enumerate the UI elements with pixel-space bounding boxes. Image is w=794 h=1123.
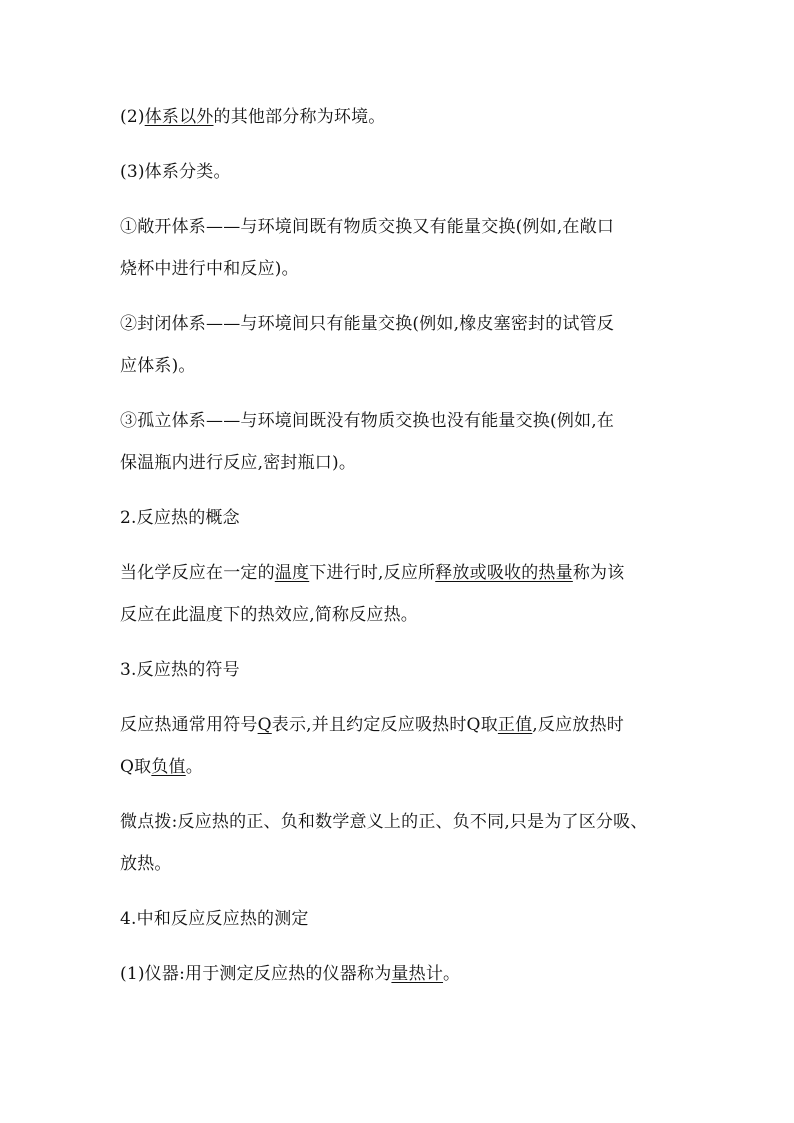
paragraph-open-system-line1 bbox=[120, 216, 614, 238]
text: 微点拨:反应热的正、负和数学意义上的正、负不同,只是为了区分吸、 bbox=[120, 812, 648, 832]
heading-reaction-heat-concept bbox=[120, 507, 240, 529]
paragraph-symbol-line2 bbox=[120, 756, 203, 778]
text: ②封闭体系——与环境间只有能量交换(例如,橡皮塞密封的试管反 bbox=[120, 314, 615, 334]
text: ①敞开体系——与环境间既有物质交换又有能量交换(例如,在敞口 bbox=[120, 217, 615, 237]
paragraph-tip-line1 bbox=[120, 811, 648, 833]
paragraph-isolated-system-line1 bbox=[120, 410, 614, 432]
paragraph-closed-system-line2 bbox=[120, 355, 196, 377]
text: 下进行时,反应所 bbox=[309, 563, 436, 583]
underlined-term: 释放或吸收的热量 bbox=[435, 563, 573, 583]
text: 。 bbox=[443, 964, 461, 984]
text: 。 bbox=[185, 757, 203, 777]
paragraph-reaction-heat-definition-line2 bbox=[120, 604, 418, 626]
paragraph-open-system-line2 bbox=[120, 258, 299, 280]
paragraph-environment bbox=[120, 106, 386, 128]
text: ③孤立体系——与环境间既没有物质交换也没有能量交换(例如,在 bbox=[120, 411, 615, 431]
paragraph-tip-line2 bbox=[120, 853, 172, 875]
text: 4.中和反应反应热的测定 bbox=[120, 909, 309, 929]
text: Q取 bbox=[120, 757, 152, 777]
text: 保温瓶内进行反应,密封瓶口)。 bbox=[120, 453, 357, 473]
text: ,反应放热时 bbox=[532, 715, 624, 735]
heading-neutralization-measurement bbox=[120, 908, 309, 930]
heading-reaction-heat-symbol bbox=[120, 659, 240, 681]
underlined-term: 正值 bbox=[497, 715, 533, 735]
paragraph-symbol-line1 bbox=[120, 714, 624, 736]
text: 反应热通常用符号 bbox=[120, 715, 258, 735]
text: (2) bbox=[120, 107, 145, 127]
text: 的其他部分称为环境。 bbox=[213, 107, 386, 127]
paragraph-instrument bbox=[120, 963, 460, 985]
underlined-term: 温度 bbox=[274, 563, 310, 583]
text: 烧杯中进行中和反应)。 bbox=[120, 259, 299, 279]
text: 应体系)。 bbox=[120, 356, 196, 376]
text: (3)体系分类。 bbox=[120, 162, 231, 182]
text: 当化学反应在一定的 bbox=[120, 563, 275, 583]
text: 2.反应热的概念 bbox=[120, 508, 240, 528]
underlined-term: 负值 bbox=[151, 757, 186, 777]
paragraph-system-classification bbox=[120, 161, 231, 183]
underlined-term: Q bbox=[257, 715, 272, 735]
underlined-term: 量热计 bbox=[391, 964, 444, 984]
paragraph-reaction-heat-definition-line1 bbox=[120, 562, 624, 584]
underlined-term: 体系以外 bbox=[144, 107, 214, 127]
text: 表示,并且约定反应吸热时Q取 bbox=[271, 715, 498, 735]
text: (1)仪器:用于测定反应热的仪器称为 bbox=[120, 964, 392, 984]
text: 反应在此温度下的热效应,简称反应热。 bbox=[120, 605, 419, 625]
text: 放热。 bbox=[120, 854, 172, 874]
paragraph-closed-system-line1 bbox=[120, 313, 614, 335]
text: 3.反应热的符号 bbox=[120, 660, 240, 680]
paragraph-isolated-system-line2 bbox=[120, 452, 356, 474]
text: 称为该 bbox=[572, 563, 625, 583]
